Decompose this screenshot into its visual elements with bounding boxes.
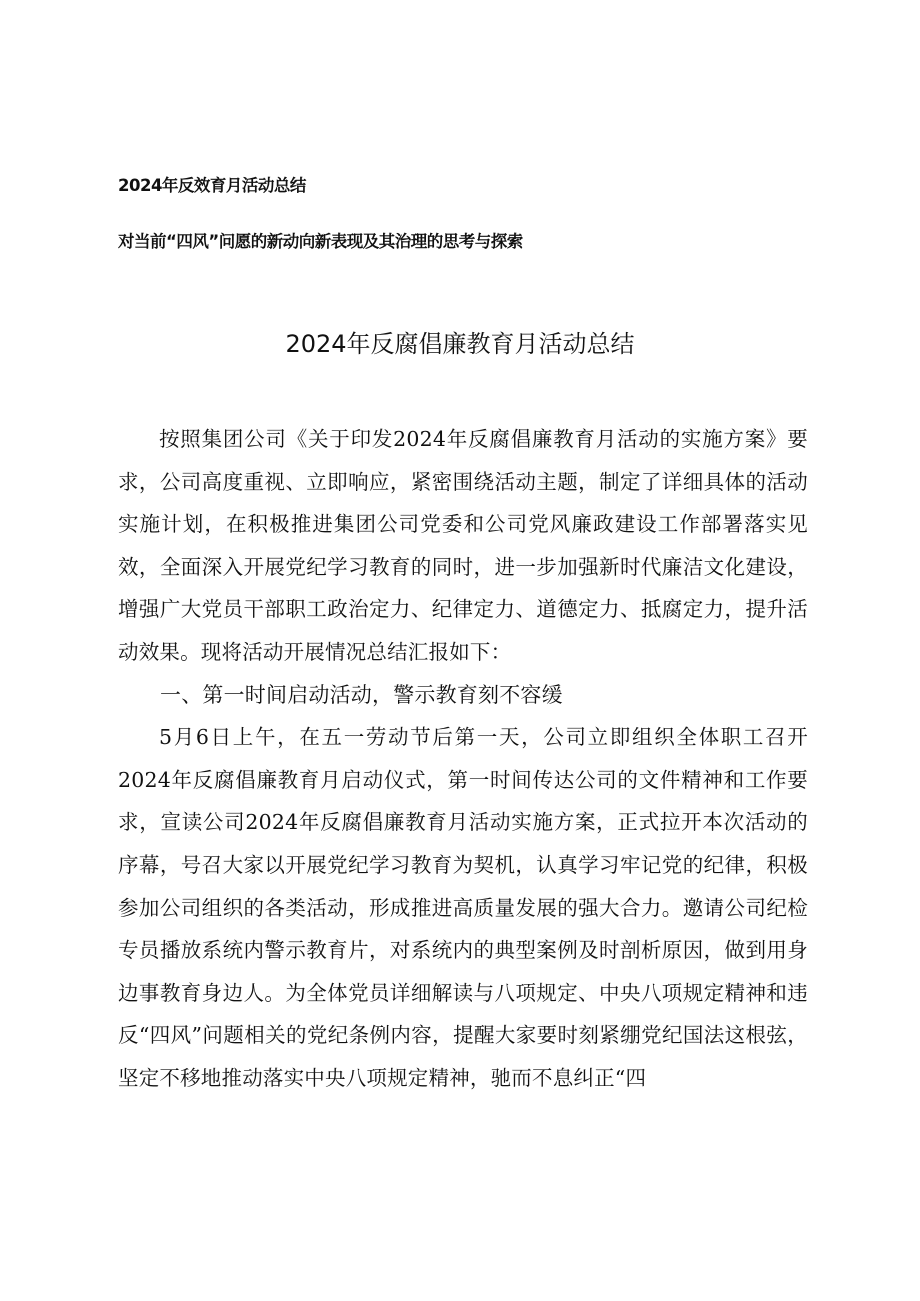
intro-paragraph: 按照集团公司《关于印发2024年反腐倡廉教育月活动的实施方案》要求，公司高度重视、立即响应，紧密围绕活动主题，制定了详细具体的活动实施计划，在积极推进集团公司党委和公司党风廉政建设工作部署落实见效，全面深入开展党纪学习教育的同时，进一步加强新时代廉洁文化建设，增强广大党员干部职工政治定力、纪律定力、道德定力、抵腐定力，提升活动效果。现将活动开展情况总结汇报如下： <box>118 427 808 664</box>
section-1-paragraph: 5月6日上午，在五一劳动节后第一天，公司立即组织全体职工召开2024年反腐倡廉教育月启动仪式，第一时间传达公司的文件精神和工作要求，宣读公司2024年反腐倡廉教育月活动实施方案，正式拉开本次活动的序幕，号召大家以开展党纪学习教育为契机，认真学习牢记党的纪律，积极参加公司组织的各类活动，形成推进高质量发展的强大合力。邀请公司纪检专员播放系统内警示教育片，对系统内的典型案例及时剖析原因，做到用身边事教育身边人。为全体党员详细解读与八项规定、中央八项规定精神和违反“四风”问题相关的党纪条例内容，提醒大家要时刻紧绷党纪国法这根弦，坚定不移地推动落实中央八项规定精神，驰而不息纠正“四 <box>118 725 808 1090</box>
section-1-heading: 一、第一时间启动活动，警示教育刻不容缓 <box>160 682 563 707</box>
toc-entry-2: 对当前“四风”问愿的新动向新表现及其治理的思考与探索 <box>118 232 523 251</box>
document-body <box>118 418 808 1100</box>
toc-entry-1: 2024年反效育月活动总结 <box>118 176 306 195</box>
document-title: 2024年反腐倡廉教育月活动总结 <box>285 330 635 358</box>
